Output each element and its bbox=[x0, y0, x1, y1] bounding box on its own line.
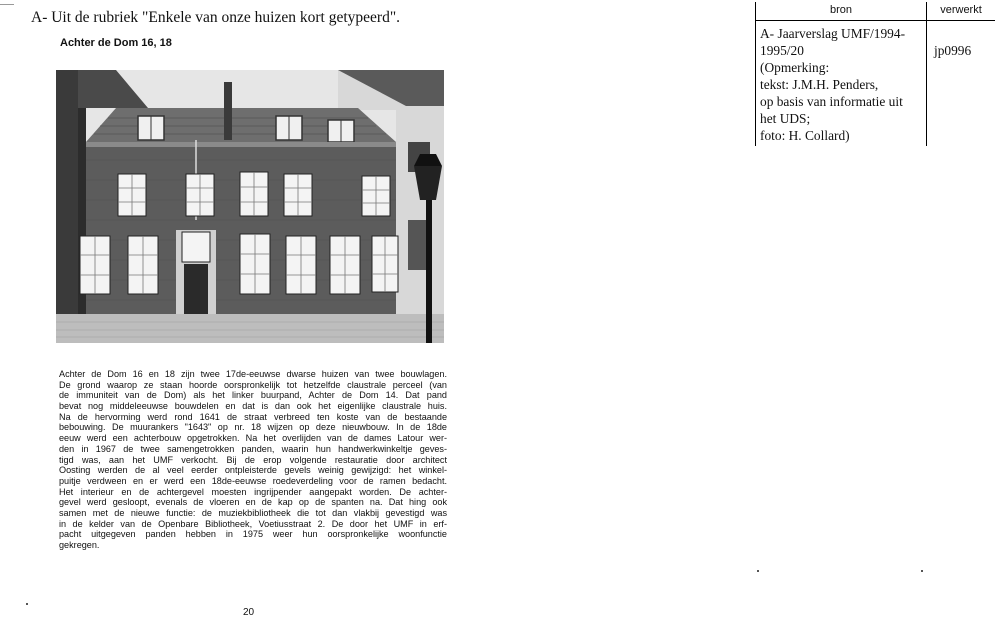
body-line: eeuw werd een achterbouw opgetrokken. Na het overlijden van de dames Latour wer- bbox=[59, 433, 447, 444]
page-heading: A- Uit de rubriek "Enkele van onze huizen kort getypeerd". bbox=[31, 9, 401, 26]
source-line: A- Jaarverslag UMF/1994- bbox=[760, 26, 906, 41]
speck bbox=[757, 570, 759, 572]
processing-code: jp0996 bbox=[934, 43, 972, 58]
body-line: den in 1967 de twee samengetrokken panden, waarin hun handwerkwinkeltje geves- bbox=[59, 443, 447, 454]
speck bbox=[26, 603, 28, 605]
corner-mark bbox=[0, 4, 14, 5]
page-number: 20 bbox=[243, 607, 255, 618]
body-line: tigd was, aan het UMF verkocht. Bij de erop volgende restauratie door architect bbox=[59, 454, 447, 465]
body-line: gekregen. bbox=[59, 540, 100, 550]
body-line: Achter de Dom 16 en 18 zijn twee 17de-eeuwse dwarse huizen van twee bouwlagen. bbox=[59, 369, 447, 379]
body-line: Na de hervorming werd rond 1641 de straat verbreed ten koste van de bestaande bbox=[59, 411, 447, 422]
source-reference bbox=[760, 25, 928, 144]
bron-header: bron bbox=[829, 4, 853, 16]
verwerkt-header: verwerkt bbox=[940, 4, 982, 16]
address-subheading: Achter de Dom 16, 18 bbox=[60, 37, 172, 49]
source-line: op basis van informatie uit bbox=[760, 94, 903, 109]
speck bbox=[921, 570, 923, 572]
house-photo bbox=[56, 70, 444, 343]
body-line: de immuniteit van de Dom) als het linker buurpand, Achter de Dom 14. Dat pand bbox=[59, 390, 447, 401]
source-line: foto: H. Collard) bbox=[760, 128, 850, 143]
body-line: bebouwing. De muurankers "1643" op nr. 18 wijzen op deze nieuwbouw. In de 18de bbox=[59, 422, 447, 433]
source-table bbox=[755, 2, 995, 146]
body-line: pacht uitgegeven panden hebben in 1975 weer hun oorspronkelijke woonfunctie bbox=[59, 529, 447, 540]
source-line: 1995/20 bbox=[760, 43, 804, 58]
body-line: in de kelder van de Openbare Bibliotheek, Voetiusstraat 2. De door het UMF in erf- bbox=[59, 518, 447, 529]
source-line: het UDS; bbox=[760, 111, 811, 126]
body-line: Het interieur en de achtergevel moesten ingrijpender aangepakt worden. De achter- bbox=[59, 486, 447, 497]
body-line: De grond waarop ze staan hoorde oorspronkelijk tot hetzelfde claustrale perceel (van bbox=[59, 379, 447, 390]
body-line: bevat nog middeleeuwse bouwdelen en dat is dan ook het eigenlijke claustrale huis. bbox=[59, 401, 447, 412]
body-line: Oosting werden de al veel eerder ontpleisterde gevels weinig gewijzigd: het winkel- bbox=[59, 465, 447, 476]
source-line: (Opmerking: bbox=[760, 60, 830, 75]
body-line: gevel werd gesloopt, evenals de vloeren en de kap op de spanten na. Dat hing ook bbox=[59, 497, 447, 508]
body-line: samen met de nieuwe functie: de muziekbibliotheek die tot dan vlakbij gevestigd was bbox=[59, 507, 447, 518]
source-line: tekst: J.M.H. Penders, bbox=[760, 77, 879, 92]
body-text bbox=[59, 369, 447, 551]
body-line: puitje verdween en er werd een 18de-eeuwse roedeverdeling voor de ramen bedacht. bbox=[59, 475, 447, 486]
